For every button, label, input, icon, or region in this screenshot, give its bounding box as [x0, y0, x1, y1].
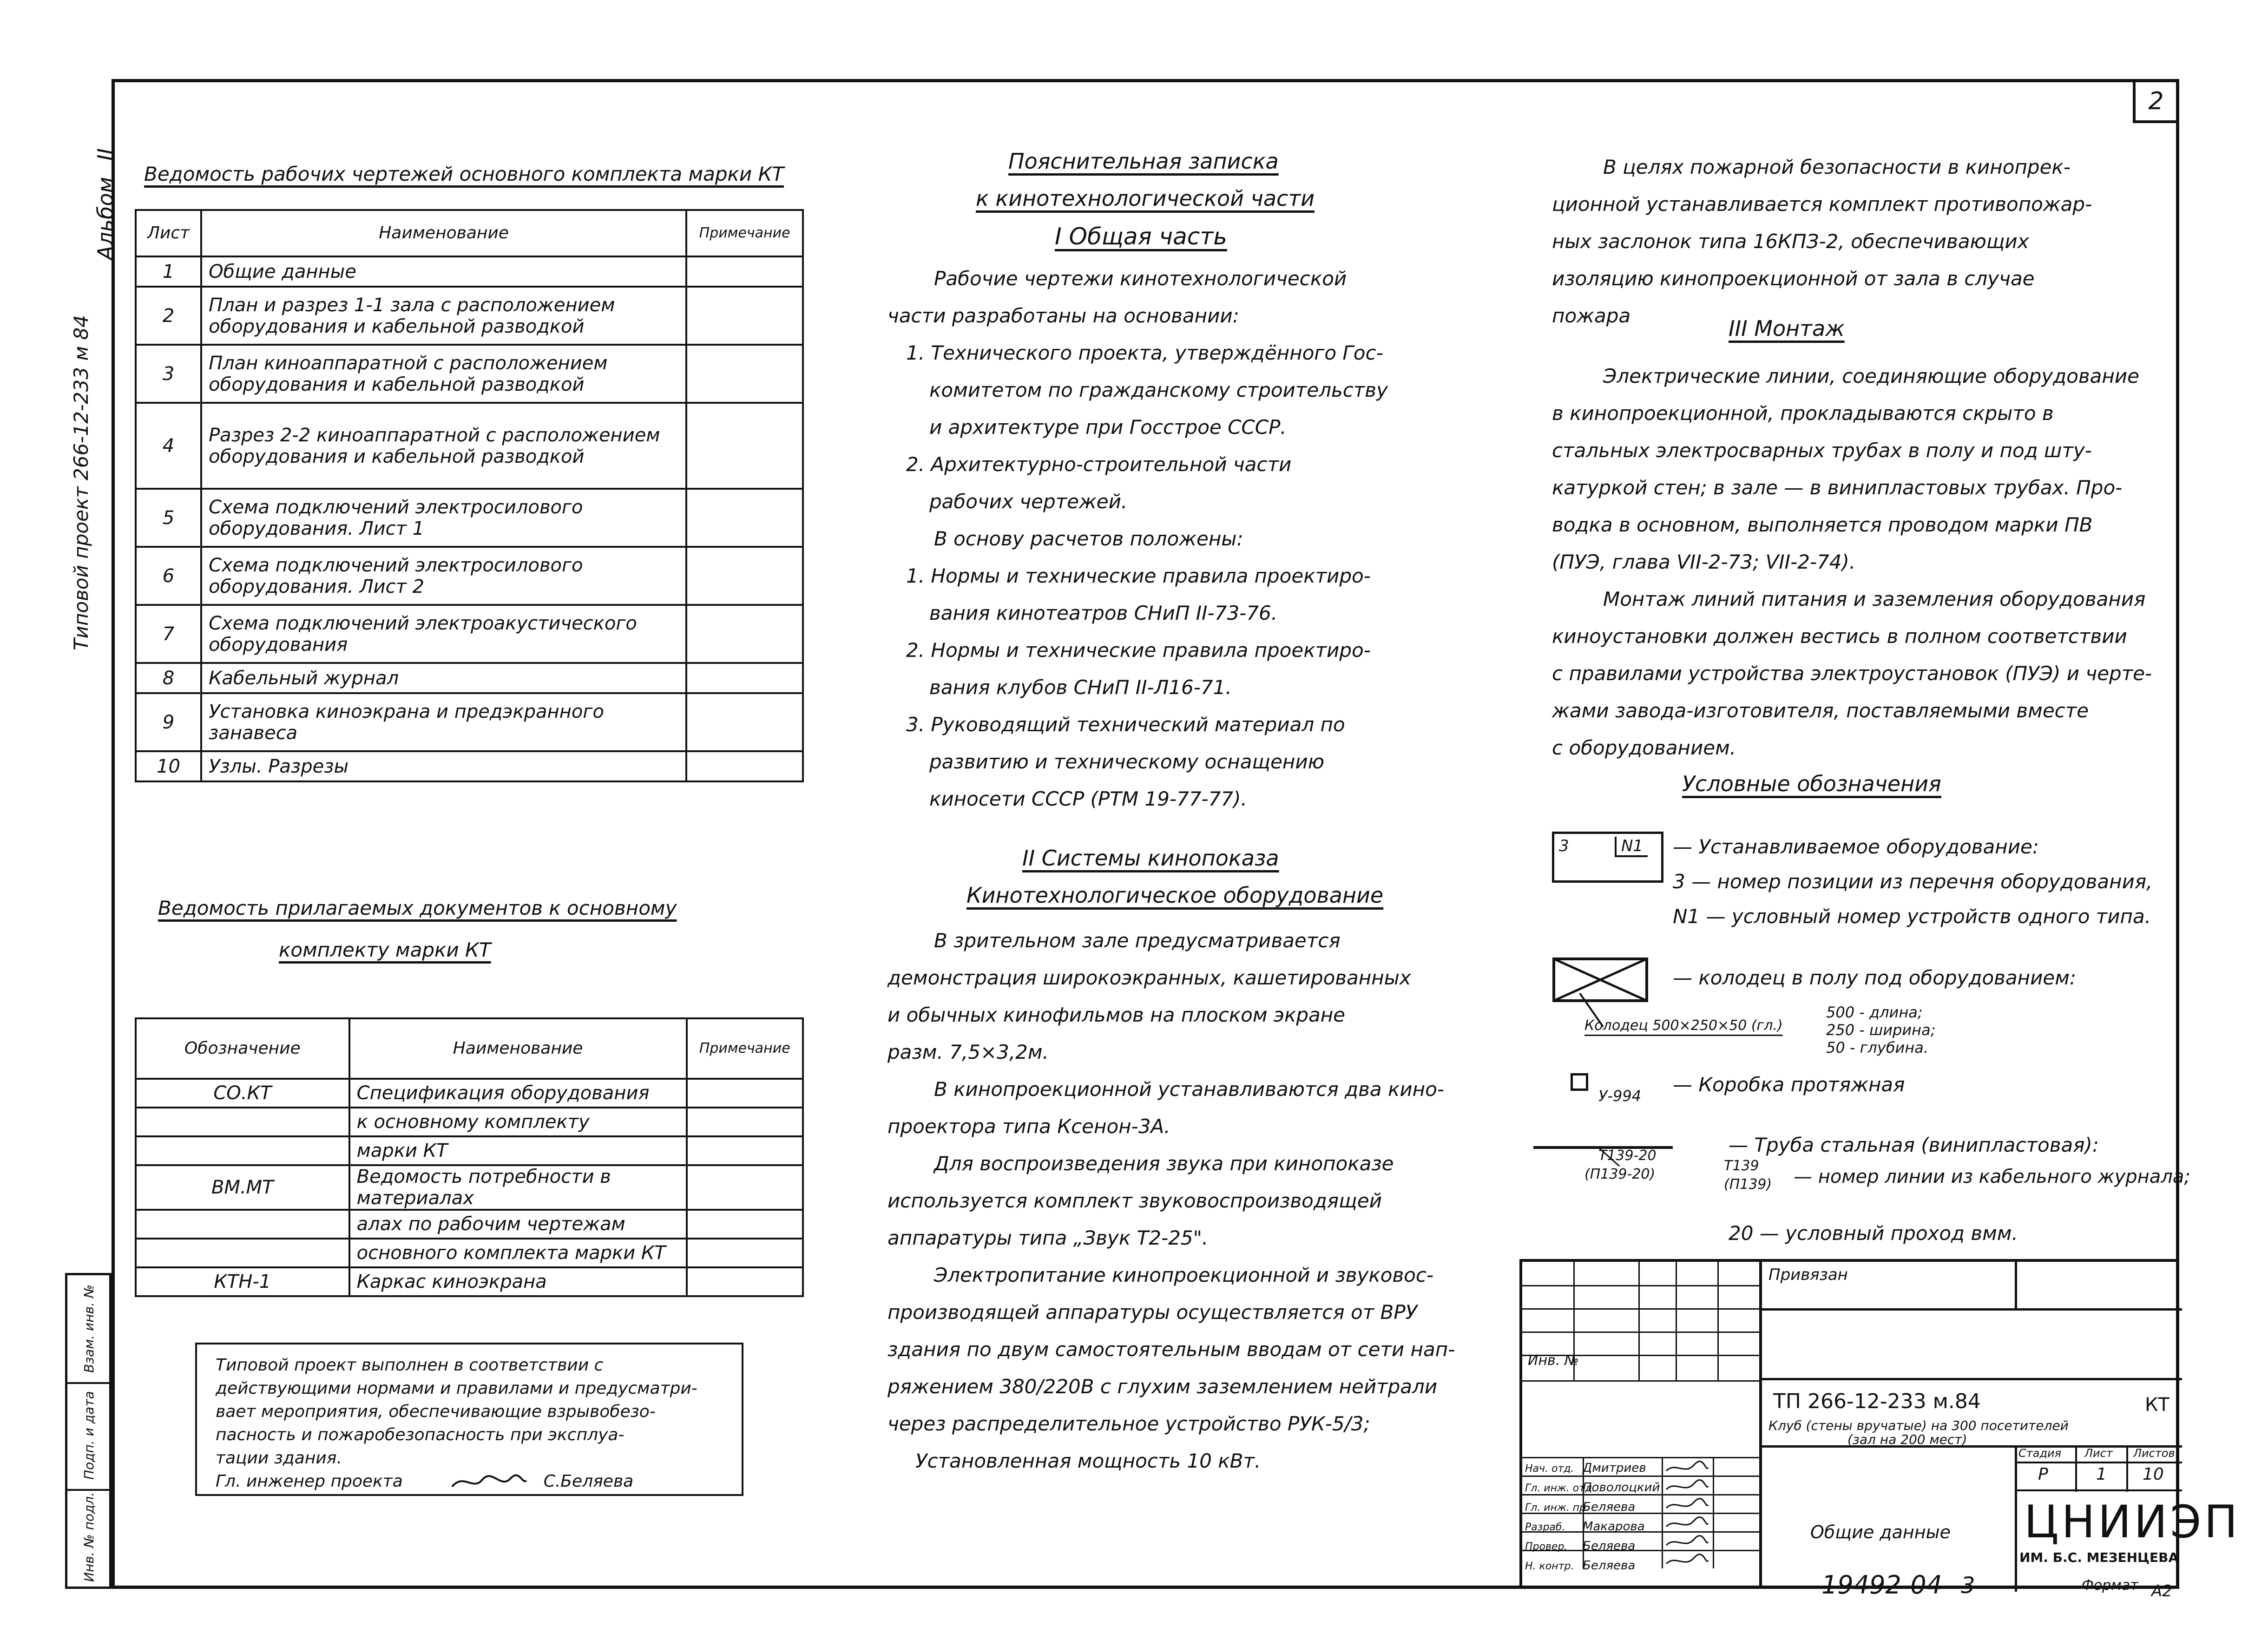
pipe-label-1: Т139-20	[1598, 1148, 1657, 1164]
archive-number: 19492-04	[1821, 1570, 1942, 1600]
text-line: изоляцию кинопроекционной от зала в случае	[1552, 267, 2035, 290]
org-name: ЦНИИЭП	[2024, 1496, 2241, 1548]
table-row: 3 План киноаппаратной с расположением оборудования и кабельной разводкой	[136, 345, 803, 403]
person-row: Разраб. Макарова	[1525, 1520, 1645, 1534]
docs-table	[135, 1017, 804, 1297]
table-row: алах по рабочим чертежам	[136, 1210, 803, 1239]
text-line: через распределительное устройство РУК-5/3;	[887, 1412, 1370, 1435]
table-row: 10 Узлы. Разрезы	[136, 751, 803, 781]
statement-line: вает мероприятия, обеспечивающие взрывобезо-	[216, 1402, 656, 1421]
project-code: ТП 266-12-233 м.84	[1773, 1390, 1981, 1413]
mounting-text	[1552, 358, 2152, 767]
text-line: и архитектуре при Госстрое СССР.	[929, 416, 1287, 439]
text-line: разм. 7,5×3,2м.	[887, 1041, 1049, 1063]
text-line: производящей аппаратуры осуществляется от ВРУ	[887, 1301, 1418, 1324]
pull-box-label: У-994	[1598, 1087, 1642, 1105]
fire-safety-text	[1552, 149, 2092, 334]
desc-line: (зал на 200 мест)	[1847, 1432, 1967, 1447]
note-title-1: Пояснительная записка	[1008, 149, 1279, 174]
sheet-title: Общие данные	[1810, 1522, 1951, 1542]
text-line: с оборудованием.	[1552, 736, 1736, 759]
statement-line: тации здания.	[216, 1449, 342, 1468]
note-title-2: к кинотехнологической части	[976, 186, 1315, 211]
drawings-table	[135, 209, 804, 782]
text-line: 1. Нормы и технические правила проектиро-	[906, 564, 1371, 587]
text-line: В целях пожарной безопасности в кинопрек-	[1603, 156, 2071, 178]
col-note: Примечание	[686, 210, 803, 256]
person-row: Нач. отд. Дмитриев	[1525, 1461, 1646, 1475]
table-row: КТН-1 Каркас киноэкрана	[136, 1267, 803, 1296]
engineer-signature	[450, 1470, 529, 1494]
table-row: СО.КТ Спецификация оборудования	[136, 1079, 803, 1108]
equipment-id: N1	[1615, 837, 1648, 857]
table-row: 1 Общие данные	[136, 256, 803, 287]
well-legend-text: — колодец в полу под оборудованием:	[1673, 966, 2077, 989]
desc-line: Клуб (стены вручатые) на 300 посетителей	[1768, 1418, 2069, 1433]
text-line: ных заслонок типа 16КПЗ-2, обеспечивающих	[1552, 230, 2029, 253]
dim-line: 500 - длина;	[1826, 1003, 1923, 1021]
text-line: Для воспроизведения звука при кинопоказе	[934, 1152, 1394, 1175]
pipe-diameter: 20 — условный проход вмм.	[1729, 1222, 2018, 1245]
format-label: Формат	[2082, 1577, 2138, 1594]
left-box-label-2: Подп. и дата	[81, 1391, 97, 1480]
text-line: вания клубов СНиП II-Л16-71.	[929, 676, 1232, 699]
docs-list-title-1: Ведомость прилагаемых документов к основному	[158, 897, 677, 919]
text-line: киноустановки должен вестись в полном соответствии	[1552, 625, 2127, 648]
sheet-value: 1	[2096, 1465, 2107, 1484]
text-line: рабочих чертежей.	[929, 490, 1128, 513]
col-name: Наименование	[201, 210, 686, 256]
text-line: здания по двум самостоятельным вводам от сети нап-	[887, 1338, 1455, 1361]
table-row: 5 Схема подключений электросилового оборудования. Лист 1	[136, 489, 803, 547]
table-row: 8 Кабельный журнал	[136, 663, 803, 693]
section-2-title-2: Кинотехнологическое оборудование	[966, 883, 1384, 908]
sheet-number: 2	[2148, 87, 2164, 115]
album-label-wrap	[93, 148, 118, 260]
sheets-header: Листов	[2133, 1447, 2175, 1460]
left-stamp-column	[65, 1273, 112, 1589]
col-doc-name: Наименование	[349, 1018, 687, 1079]
signatures	[1664, 1459, 1710, 1571]
text-line: проектора типа Ксенон-3А.	[887, 1115, 1170, 1138]
text-line: катуркой стен; в зале — в винипластовых трубах. Про-	[1552, 476, 2123, 499]
text-line: — Устанавливаемое оборудование:	[1673, 835, 2039, 858]
side-labels	[70, 315, 92, 650]
text-line: 2. Архитектурно-строительной части	[906, 453, 1292, 476]
pipe-label-2: (П139-20)	[1584, 1166, 1656, 1182]
sheets-value: 10	[2143, 1465, 2164, 1484]
docs-list-title-2: комплекту марки КТ	[279, 938, 491, 961]
text-line: ряжением 380/220В с глухим заземлением нейтрали	[887, 1375, 1438, 1398]
table-row: 9 Установка киноэкрана и предэкранного занавеса	[136, 693, 803, 751]
table-row: 2 План и разрез 1-1 зала с расположением оборудования и кабельной разводкой	[136, 287, 803, 345]
pull-box-symbol	[1571, 1073, 1588, 1091]
text-line: вания кинотеатров СНиП II-73-76.	[929, 602, 1278, 624]
privyazan-label: Привязан	[1768, 1266, 1848, 1284]
table-row: марки КТ	[136, 1136, 803, 1165]
stage-value: Р	[2038, 1465, 2048, 1484]
text-line: в кинопроекционной, прокладываются скрыто в	[1552, 402, 2054, 425]
text-line: комитетом по гражданскому строительству	[929, 379, 1388, 401]
pipe-sub-labels	[1724, 1157, 1772, 1194]
table-row: 6 Схема подключений электросилового оборудования. Лист 2	[136, 547, 803, 605]
text-line: 2. Нормы и технические правила проектиро-	[906, 639, 1371, 662]
pipe-text: — Труба стальная (винипластовая):	[1729, 1134, 2099, 1156]
org-subtitle: ИМ. Б.С. МЕЗЕНЦЕВА	[2019, 1550, 2179, 1565]
text-line: 3. Руководящий технический материал по	[906, 713, 1345, 736]
project-description	[1768, 1419, 2069, 1447]
text-line: части разработаны на основании:	[887, 304, 1239, 327]
statement-line: действующими нормами и правилами и предусматри-	[216, 1379, 697, 1398]
statement-box	[195, 1343, 743, 1496]
section-1-title: I Общая часть	[1055, 223, 1227, 250]
text-line: пожара	[1552, 304, 1631, 327]
text-line: развитию и техническому оснащению	[929, 750, 1325, 773]
statement-line: Типовой проект выполнен в соответствии с	[216, 1356, 604, 1375]
text-line: водка в основном, выполняется проводом марки ПВ	[1552, 513, 2093, 536]
well-label: Колодец 500×250×50 (гл.)	[1584, 1017, 1783, 1034]
text-line: 3 — номер позиции из перечня оборудования,	[1673, 870, 2153, 893]
person-row: Гл. инж. отд.Поволоцкий	[1525, 1481, 1660, 1495]
title-block	[1519, 1259, 2241, 1589]
section-1-text	[887, 260, 1388, 818]
equipment-pos: 3	[1559, 837, 1569, 855]
dim-line: 250 - ширина;	[1826, 1021, 1936, 1039]
text-line: аппаратуры типа „Звук Т2-25".	[887, 1226, 1209, 1249]
album-number: II	[93, 148, 118, 161]
statement-line: пасность и пожаробезопасность при эксплуа-	[216, 1425, 625, 1444]
text-line: (ПУЭ, глава VII-2-73; VII-2-74).	[1552, 551, 1856, 573]
sheet-header: Лист	[2084, 1447, 2113, 1460]
text-line: и обычных кинофильмов на плоском экране	[887, 1003, 1346, 1026]
text-line: N1 — условный номер устройств одного типа.	[1673, 905, 2151, 928]
left-box-label-1: Взам. инв. №	[81, 1284, 97, 1373]
text-line: Рабочие чертежи кинотехнологической	[934, 267, 1347, 290]
table-row: ВМ.МТ Ведомость потребности в материалах	[136, 1165, 803, 1210]
engineer-label: Гл. инженер проекта	[216, 1472, 403, 1491]
text-line: Установленная мощность 10 кВт.	[915, 1449, 1261, 1472]
text-line: с правилами устройства электроустановок (ПУЭ) и черте-	[1552, 662, 2152, 685]
text-line: В кинопроекционной устанавливаются два кино-	[934, 1078, 1444, 1101]
equipment-symbol	[1552, 832, 1663, 883]
text-line: Электропитание кинопроекционной и звуковос-	[934, 1264, 1434, 1286]
text-line: ционной устанавливается комплект противопожар-	[1552, 193, 2092, 216]
col-code: Обозначение	[136, 1018, 349, 1079]
col-sheet: Лист	[136, 210, 201, 256]
drawings-list-title: Ведомость рабочих чертежей основного комплекта марки КТ	[144, 163, 784, 185]
engineer-name: С.Беляева	[543, 1472, 634, 1491]
pipe-sub-2: (П139)	[1724, 1176, 1772, 1193]
well-dimensions	[1826, 1003, 1935, 1056]
person-row: Н. контр. Беляева	[1525, 1559, 1636, 1573]
pull-box-text: — Коробка протяжная	[1673, 1073, 1905, 1096]
table-row: основного комплекта марки КТ	[136, 1239, 803, 1267]
pipe-sub-1: Т139	[1724, 1158, 1759, 1174]
section-2-text	[887, 922, 1455, 1480]
col-doc-note: Примечание	[687, 1018, 803, 1079]
project-mark: КТ	[2145, 1394, 2169, 1416]
section-3-title: III Монтаж	[1729, 316, 1845, 341]
text-line: В зрительном зале предусматривается	[934, 929, 1341, 952]
album-label: Альбом	[93, 177, 118, 260]
text-line: стальных электросварных трубах в полу и под шту-	[1552, 439, 2092, 462]
archive-index: 3	[1961, 1573, 1975, 1599]
stage-header: Стадия	[2018, 1447, 2062, 1460]
person-row: Провер. Беляева	[1525, 1539, 1636, 1553]
text-line: Монтаж линий питания и заземления оборудования	[1603, 588, 2146, 610]
dim-line: 50 - глубина.	[1826, 1039, 1929, 1056]
inv-label: Инв. №	[1528, 1352, 1579, 1369]
text-line: используется комплект звуковоспроизводящей	[887, 1189, 1382, 1212]
table-row: 4 Разрез 2-2 киноаппаратной с расположением оборудования и кабельной разводкой	[136, 403, 803, 489]
equipment-legend-text	[1673, 829, 2153, 934]
people-list	[1525, 1459, 1662, 1576]
left-box-label-3: Инв. № подл.	[81, 1492, 97, 1582]
format-value: А2	[2151, 1582, 2172, 1600]
pipe-sub-text: — номер линии из кабельного журнала;	[1794, 1166, 2190, 1187]
section-2-title-1: II Системы кинопоказа	[1022, 846, 1279, 871]
legend-title: Условные обозначения	[1682, 771, 1941, 796]
text-line: демонстрация широкоэкранных, кашетированных	[887, 966, 1411, 989]
sheet-number-box	[2133, 79, 2179, 123]
text-line: 1. Технического проекта, утверждённого Гос-	[906, 341, 1383, 364]
person-row: Гл. инж. пр.Беляева	[1525, 1500, 1636, 1514]
table-row: 7 Схема подключений электроакустического оборудования	[136, 605, 803, 663]
text-line: В основу расчетов положены:	[934, 527, 1243, 550]
project-label: Типовой проект 266-12-233 м 84	[70, 315, 92, 650]
text-line: жами завода-изготовителя, поставляемыми вместе	[1552, 699, 2089, 722]
table-row: к основному комплекту	[136, 1108, 803, 1136]
text-line: киносети СССР (РТМ 19-77-77).	[929, 787, 1247, 810]
text-line: Электрические линии, соединяющие оборудование	[1603, 365, 2140, 387]
